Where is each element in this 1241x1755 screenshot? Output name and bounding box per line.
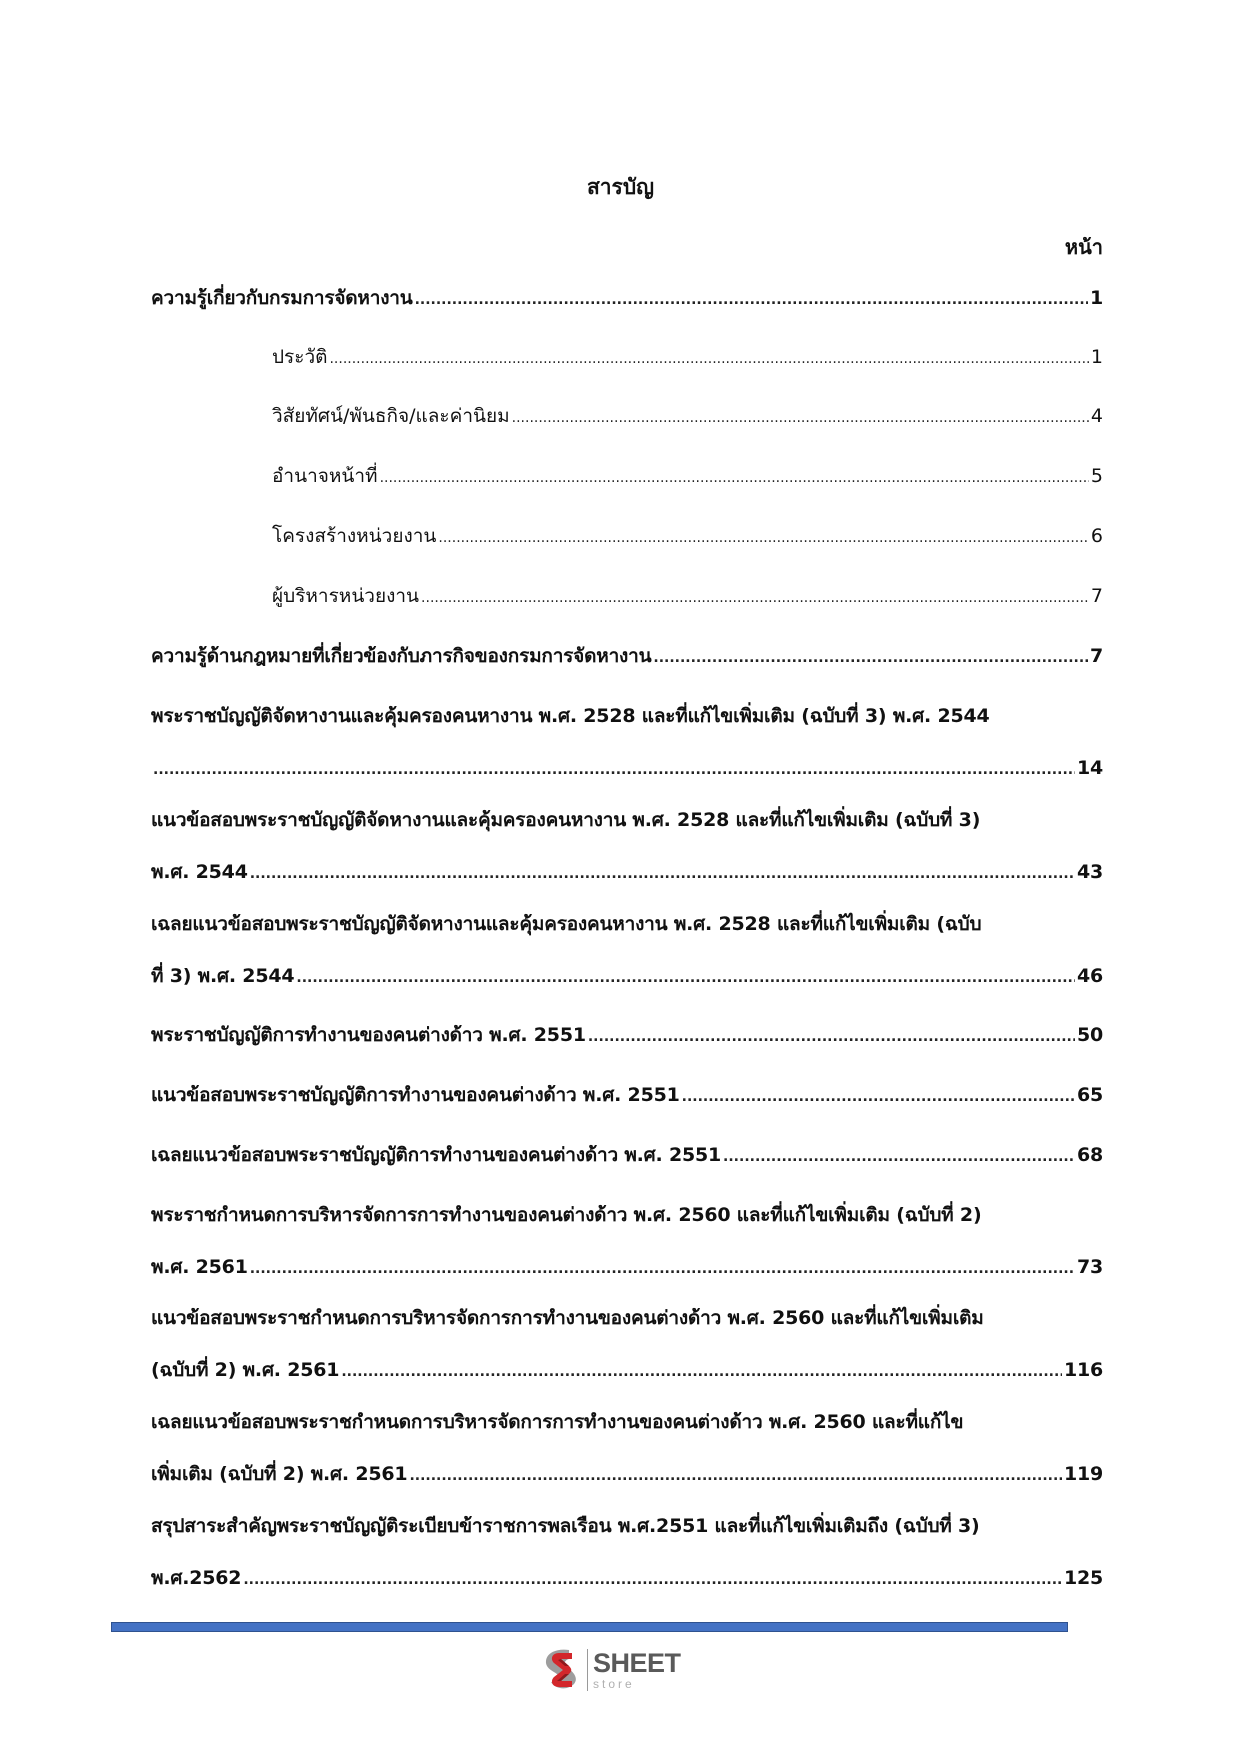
dot-leader: [243, 1563, 1062, 1595]
toc-subentry[interactable]: [272, 581, 1103, 611]
toc-entry-page: 119: [1063, 1463, 1103, 1485]
dot-leader: [438, 521, 1089, 553]
toc-entry-title-cont: พ.ศ. 2561: [151, 1256, 248, 1278]
toc-entry-title: แนวข้อสอบพระราชบัญญัติการทำงานของคนต่างด้าว พ.ศ. 2551: [151, 1084, 680, 1106]
dot-leader: [380, 461, 1089, 493]
dot-leader: [153, 753, 1075, 785]
dot-leader: [682, 1080, 1075, 1112]
toc-entry[interactable]: [151, 641, 1103, 671]
footer-divider-bar: [111, 1622, 1068, 1632]
dot-leader: [421, 581, 1089, 613]
toc-subentry[interactable]: [272, 342, 1103, 372]
toc-entry-title-cont: (ฉบับที่ 2) พ.ศ. 2561: [151, 1359, 340, 1381]
toc-entry[interactable]: [151, 1080, 1103, 1110]
toc-entry[interactable]: [151, 701, 1103, 783]
toc-entry-page: 5: [1090, 465, 1103, 487]
toc-entry[interactable]: [151, 1200, 1103, 1282]
toc-entry-title-cont: พ.ศ.2562: [151, 1567, 242, 1589]
toc-entry[interactable]: [151, 1140, 1103, 1170]
logo-sub-text: store: [593, 1677, 635, 1691]
dot-leader: [409, 1459, 1062, 1491]
dot-leader: [653, 641, 1088, 673]
toc-entry-page: 73: [1076, 1256, 1103, 1278]
sheet-store-s-logo-icon: [539, 1647, 583, 1693]
toc-entry-title: เฉลยแนวข้อสอบพระราชบัญญัติการทำงานของคนต่างด้าว พ.ศ. 2551: [151, 1144, 722, 1166]
toc-entry-title-cont: เพิ่มเติม (ฉบับที่ 2) พ.ศ. 2561: [151, 1463, 408, 1485]
toc-entry-title: วิสัยทัศน์/พันธกิจ/และค่านิยม: [272, 405, 510, 427]
toc-entry-title: ความรู้เกี่ยวกับกรมการจัดหางาน: [151, 287, 413, 309]
dot-leader: [415, 283, 1088, 315]
toc-entry-page: 1: [1090, 346, 1103, 368]
toc-entry-page: 6: [1090, 525, 1103, 547]
sheet-store-logo: [539, 1645, 681, 1695]
toc-entry-title: แนวข้อสอบพระราชกำหนดการบริหารจัดการการทำงานของคนต่างด้าว พ.ศ. 2560 และที่แก้ไขเพิ่มเติม: [151, 1307, 984, 1329]
toc-entry-title: ประวัติ: [272, 346, 328, 368]
logo-wordmark: [593, 1650, 681, 1690]
toc-entry-title-cont: พ.ศ. 2544: [151, 861, 248, 883]
toc-entry-page: 46: [1076, 965, 1103, 987]
toc-entry-title: สรุปสาระสำคัญพระราชบัญญัติระเบียบข้าราชการพลเรือน พ.ศ.2551 และที่แก้ไขเพิ่มเติมถึง (ฉบับที่ 3): [151, 1515, 980, 1537]
logo-separator: [587, 1649, 588, 1691]
toc-entry-page: 65: [1076, 1084, 1103, 1106]
dot-leader: [329, 342, 1088, 374]
page-number-column-header: หน้า: [1064, 235, 1103, 259]
toc-entry-page: 7: [1090, 585, 1103, 607]
toc-entry-title: ผู้บริหารหน่วยงาน: [272, 585, 420, 607]
toc-entry-page: 68: [1076, 1144, 1103, 1166]
toc-entry-title: อำนาจหน้าที่: [272, 465, 378, 487]
toc-entry[interactable]: [151, 909, 1103, 991]
dot-leader: [512, 401, 1089, 433]
toc-entry[interactable]: [151, 1407, 1103, 1489]
toc-entry-page: 14: [1076, 757, 1103, 779]
dot-leader: [723, 1140, 1075, 1172]
toc-entry-page: 116: [1063, 1359, 1103, 1381]
dot-leader: [250, 1252, 1075, 1284]
toc-entry-title: พระราชบัญญัติจัดหางานและคุ้มครองคนหางาน พ.ศ. 2528 และที่แก้ไขเพิ่มเติม (ฉบับที่ 3) พ.ศ. 2544: [151, 705, 990, 727]
dot-leader: [250, 857, 1075, 889]
logo-brand-text: SHEET: [593, 1648, 681, 1678]
toc-entry-title: เฉลยแนวข้อสอบพระราชกำหนดการบริหารจัดการการทำงานของคนต่างด้าว พ.ศ. 2560 และที่แก้ไข: [151, 1411, 964, 1433]
dot-leader: [341, 1355, 1062, 1387]
toc-subentry[interactable]: [272, 521, 1103, 551]
toc-entry[interactable]: [151, 1020, 1103, 1050]
toc-entry-title: แนวข้อสอบพระราชบัญญัติจัดหางานและคุ้มครองคนหางาน พ.ศ. 2528 และที่แก้ไขเพิ่มเติม (ฉบับที่ 3): [151, 809, 981, 831]
toc-entry[interactable]: [151, 283, 1103, 313]
toc-entry[interactable]: [151, 1511, 1103, 1593]
toc-entry-page: 43: [1076, 861, 1103, 883]
toc-entry-page: 50: [1076, 1024, 1103, 1046]
toc-entry-title: พระราชบัญญัติการทำงานของคนต่างด้าว พ.ศ. 2551: [151, 1024, 586, 1046]
dot-leader: [588, 1020, 1075, 1052]
toc-entry-title: พระราชกำหนดการบริหารจัดการการทำงานของคนต่างด้าว พ.ศ. 2560 และที่แก้ไขเพิ่มเติม (ฉบับที่ 2): [151, 1204, 982, 1226]
toc-entry-title-cont: ที่ 3) พ.ศ. 2544: [151, 965, 295, 987]
toc-subentry[interactable]: [272, 401, 1103, 431]
toc-entry-page: 125: [1063, 1567, 1103, 1589]
toc-entry-page: 4: [1090, 405, 1103, 427]
page-title: สารบัญ: [586, 175, 655, 199]
toc-entry-title: เฉลยแนวข้อสอบพระราชบัญญัติจัดหางานและคุ้มครองคนหางาน พ.ศ. 2528 และที่แก้ไขเพิ่มเติม (ฉบับ: [151, 913, 982, 935]
toc-entry[interactable]: [151, 805, 1103, 887]
toc-entry-title: โครงสร้างหน่วยงาน: [272, 525, 437, 547]
dot-leader: [296, 961, 1075, 993]
toc-entry-page: 7: [1089, 645, 1103, 667]
toc-entry[interactable]: [151, 1303, 1103, 1385]
toc-entry-title: ความรู้ด้านกฎหมายที่เกี่ยวข้องกับภารกิจของกรมการจัดหางาน: [151, 645, 652, 667]
toc-entry-page: 1: [1089, 287, 1103, 309]
toc-subentry[interactable]: [272, 461, 1103, 491]
